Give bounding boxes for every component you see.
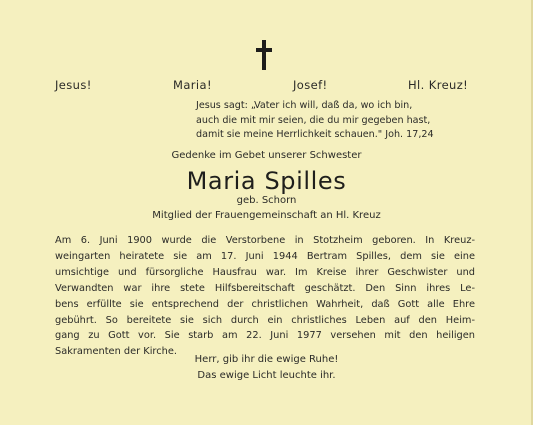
- biography-line: gebührt. So bereitete sie sich durch ein christliches Leben auf den Heim-: [55, 314, 475, 326]
- cross-icon: [256, 40, 272, 70]
- biography-line: bens erfüllte sie entsprechend der christlichen Wahrheit, daß Gott alle Ehre: [55, 298, 475, 310]
- invocation-holy-cross: Hl. Kreuz!: [408, 78, 469, 92]
- bible-quote: [196, 99, 496, 143]
- biography-line: umsichtige und fürsorgliche Hausfrau war. Im Kreise ihrer Geschwister und: [55, 266, 475, 278]
- deceased-name: Maria Spilles: [186, 167, 347, 195]
- prayer-line-2: Das ewige Licht leuchte ihr.: [197, 370, 336, 381]
- quote-line: Jesus sagt: „Vater ich will, daß da, wo ich bin,: [196, 100, 413, 111]
- invocation-josef: Josef!: [293, 78, 328, 92]
- biography-line: gang zu Gott vor. Sie starb am 22. Juni 1977 versehen mit den heiligen: [55, 330, 475, 342]
- biography-line: Am 6. Juni 1900 wurde die Verstorbene in Stotzheim geboren. In Kreuz-: [55, 235, 475, 246]
- cross-vertical-bar: [262, 40, 266, 70]
- biography-line: Sakramenten der Kirche.: [55, 346, 177, 358]
- biography-line: Verwandten war ihre stete Hilfsbereitschaft geschätzt. Den Sinn ihres Le-: [55, 282, 475, 294]
- quote-line: damit sie meine Herrlichkeit schauen." Joh. 17,24: [196, 129, 434, 141]
- quote-line: auch die mit mir seien, die du mir gegeben hast,: [196, 114, 431, 126]
- invocation-jesus: Jesus!: [55, 78, 92, 92]
- cross-horizontal-bar: [256, 48, 272, 52]
- biography: [55, 233, 475, 360]
- membership-line: Mitglied der Frauengemeinschaft an Hl. Kreuz: [152, 210, 381, 221]
- biography-line: weingarten heiratete sie am 17. Juni 1944 Bertram Spilles, dem sie eine: [55, 250, 475, 262]
- birth-name: geb. Schorn: [236, 195, 297, 206]
- invocation-maria: Maria!: [173, 78, 212, 92]
- prayer-line-1: Herr, gib ihr die ewige Ruhe!: [194, 354, 339, 365]
- remembrance-line: Gedenke im Gebet unserer Schwester: [171, 150, 362, 161]
